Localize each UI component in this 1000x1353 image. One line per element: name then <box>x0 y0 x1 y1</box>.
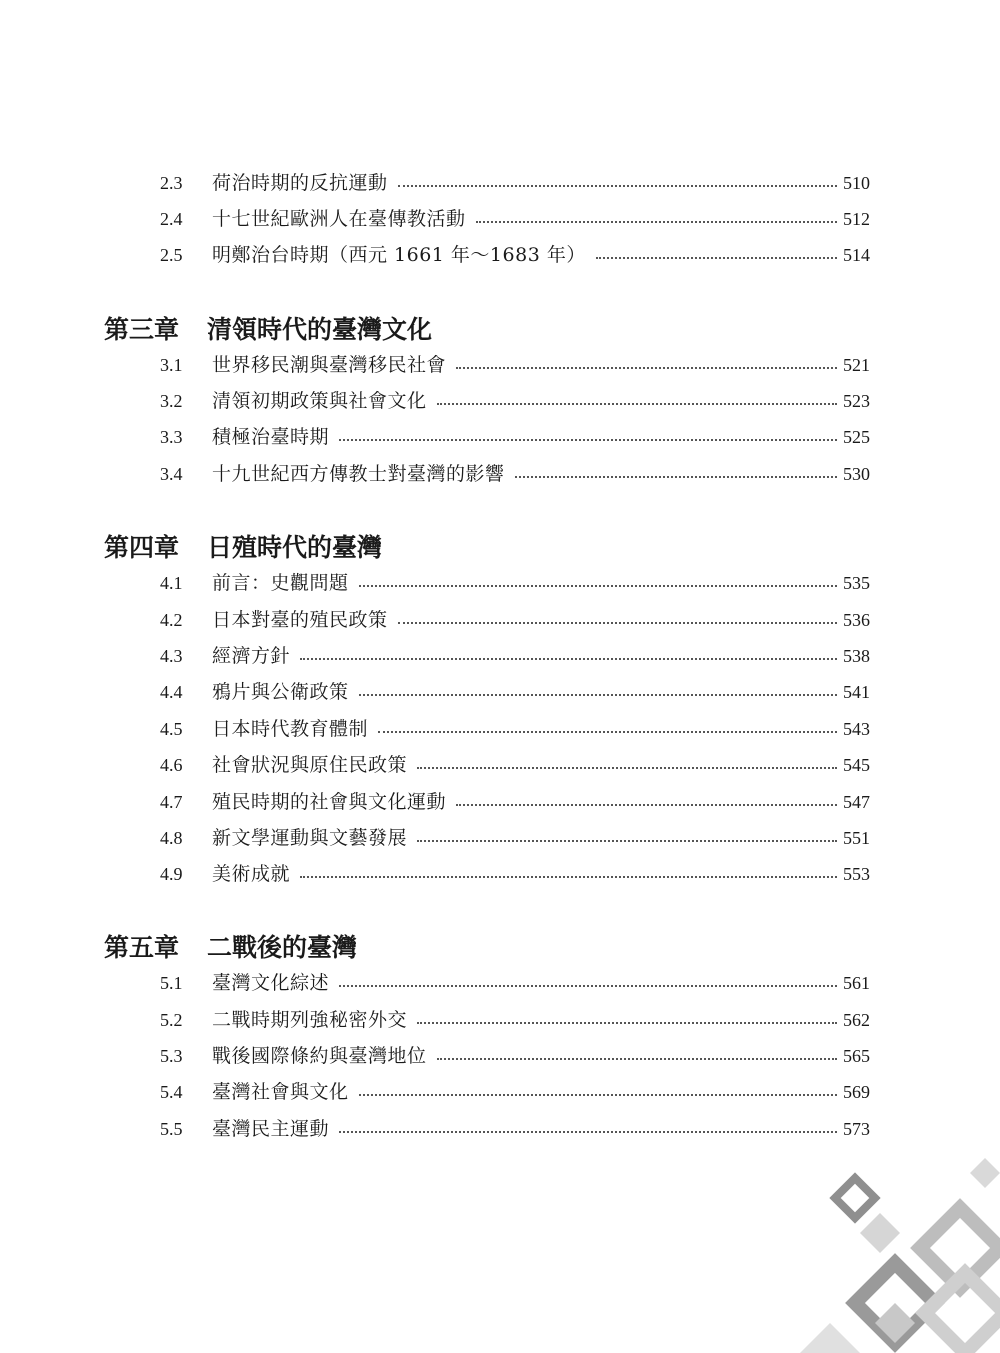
toc-entry[interactable] <box>160 677 870 707</box>
entry-title: 積極治臺時期 <box>212 426 330 448</box>
dot-leader <box>378 729 837 733</box>
entry-number: 4.5 <box>160 719 183 739</box>
entry-number: 5.5 <box>160 1119 183 1139</box>
entry-number: 4.4 <box>160 682 183 702</box>
entry-number: 2.4 <box>160 209 183 229</box>
toc-entry[interactable] <box>160 968 870 998</box>
entry-title: 鴉片與公衛政策 <box>212 681 349 703</box>
dot-leader <box>359 1092 837 1096</box>
entry-title: 臺灣文化綜述 <box>212 972 330 994</box>
dot-leader <box>339 983 837 987</box>
entry-page: 551 <box>843 828 870 848</box>
toc-entry[interactable] <box>160 1114 870 1144</box>
entry-page: 538 <box>843 646 870 666</box>
toc-entry[interactable] <box>160 1005 870 1035</box>
entry-page: 561 <box>843 973 870 993</box>
entry-page: 569 <box>843 1082 870 1102</box>
diamond-pattern-icon <box>800 1153 1000 1353</box>
toc-entry[interactable] <box>160 386 870 416</box>
entry-page: 547 <box>843 792 870 812</box>
entry-number: 3.4 <box>160 464 183 484</box>
dot-leader <box>398 620 837 624</box>
entry-page: 573 <box>843 1119 870 1139</box>
dot-leader <box>300 874 837 878</box>
entry-number: 5.2 <box>160 1010 183 1030</box>
entry-number: 2.3 <box>160 173 183 193</box>
chapter-label: 第四章 <box>104 533 180 562</box>
entry-number: 3.3 <box>160 427 183 447</box>
entry-number: 4.3 <box>160 646 183 666</box>
dot-leader <box>476 219 837 223</box>
entry-page: 514 <box>843 245 870 265</box>
entry-title: 戰後國際條約與臺灣地位 <box>212 1045 427 1067</box>
toc-entry[interactable] <box>160 168 870 198</box>
entry-title: 十九世紀西方傳教士對臺灣的影響 <box>212 463 505 485</box>
entry-number: 4.6 <box>160 755 183 775</box>
entry-number: 5.4 <box>160 1082 183 1102</box>
entry-number: 3.2 <box>160 391 183 411</box>
chapter-heading[interactable] <box>104 308 432 348</box>
entry-number: 2.5 <box>160 245 183 265</box>
entry-page: 565 <box>843 1046 870 1066</box>
entry-page: 541 <box>843 682 870 702</box>
entry-title: 日本對臺的殖民政策 <box>212 609 388 631</box>
entry-page: 545 <box>843 755 870 775</box>
chapter-heading[interactable] <box>104 526 382 566</box>
entry-page: 530 <box>843 464 870 484</box>
entry-title: 日本時代教育體制 <box>212 718 369 740</box>
dot-leader <box>417 1020 837 1024</box>
toc-entry[interactable] <box>160 823 870 853</box>
entry-title: 經濟方針 <box>212 645 291 667</box>
toc-entry[interactable] <box>160 787 870 817</box>
entry-number: 5.1 <box>160 973 183 993</box>
dot-leader <box>456 802 837 806</box>
entry-page: 562 <box>843 1010 870 1030</box>
entry-title: 臺灣社會與文化 <box>212 1081 349 1103</box>
toc-entry[interactable] <box>160 204 870 234</box>
entry-number: 4.1 <box>160 573 183 593</box>
entry-title: 清領初期政策與社會文化 <box>212 390 427 412</box>
entry-page: 521 <box>843 355 870 375</box>
entry-page: 543 <box>843 719 870 739</box>
toc-entry[interactable] <box>160 859 870 889</box>
dot-leader <box>437 1056 837 1060</box>
entry-number: 4.7 <box>160 792 183 812</box>
dot-leader <box>359 692 837 696</box>
entry-title: 荷治時期的反抗運動 <box>212 172 388 194</box>
entry-title: 世界移民潮與臺灣移民社會 <box>212 354 447 376</box>
toc-entry[interactable] <box>160 1041 870 1071</box>
entry-number: 3.1 <box>160 355 183 375</box>
entry-title: 殖民時期的社會與文化運動 <box>212 791 447 813</box>
dot-leader <box>359 583 837 587</box>
chapter-title: 日殖時代的臺灣 <box>207 533 383 562</box>
toc-entry[interactable] <box>160 1077 870 1107</box>
entry-page: 523 <box>843 391 870 411</box>
dot-leader <box>398 183 837 187</box>
entry-title: 美術成就 <box>212 863 291 885</box>
dot-leader <box>417 765 837 769</box>
entry-title: 社會狀況與原住民政策 <box>212 754 408 776</box>
dot-leader <box>417 838 837 842</box>
dot-leader <box>456 365 837 369</box>
entry-number: 4.9 <box>160 864 183 884</box>
toc-entry[interactable] <box>160 459 870 489</box>
entry-page: 525 <box>843 427 870 447</box>
toc-entry[interactable] <box>160 422 870 452</box>
entry-title: 前言：史觀問題 <box>212 572 349 594</box>
dot-leader <box>515 474 837 478</box>
toc-entry[interactable] <box>160 641 870 671</box>
toc-entry[interactable] <box>160 350 870 380</box>
toc-entry[interactable] <box>160 714 870 744</box>
entry-title: 二戰時期列強秘密外交 <box>212 1009 408 1031</box>
entry-page: 512 <box>843 209 870 229</box>
entry-title: 十七世紀歐洲人在臺傳教活動 <box>212 208 466 230</box>
dot-leader <box>596 255 837 259</box>
entry-page: 536 <box>843 610 870 630</box>
entry-number: 5.3 <box>160 1046 183 1066</box>
dot-leader <box>300 656 837 660</box>
toc-entry[interactable] <box>160 605 870 635</box>
entry-title: 新文學運動與文藝發展 <box>212 827 408 849</box>
toc-entry[interactable] <box>160 750 870 780</box>
entry-page: 553 <box>843 864 870 884</box>
toc-entry[interactable] <box>160 240 870 270</box>
chapter-label: 第五章 <box>104 933 180 962</box>
entry-page: 510 <box>843 173 870 193</box>
chapter-title: 二戰後的臺灣 <box>207 933 358 962</box>
entry-number: 4.8 <box>160 828 183 848</box>
toc-entry[interactable] <box>160 568 870 598</box>
chapter-label: 第三章 <box>104 315 180 344</box>
chapter-heading[interactable] <box>104 926 357 966</box>
entry-title: 臺灣民主運動 <box>212 1118 330 1140</box>
chapter-title: 清領時代的臺灣文化 <box>207 315 433 344</box>
entry-number: 4.2 <box>160 610 183 630</box>
entry-title: 明鄭治台時期（西元 1661 年～1683 年） <box>212 244 586 266</box>
dot-leader <box>339 1129 837 1133</box>
entry-page: 535 <box>843 573 870 593</box>
dot-leader <box>339 437 837 441</box>
dot-leader <box>437 401 837 405</box>
